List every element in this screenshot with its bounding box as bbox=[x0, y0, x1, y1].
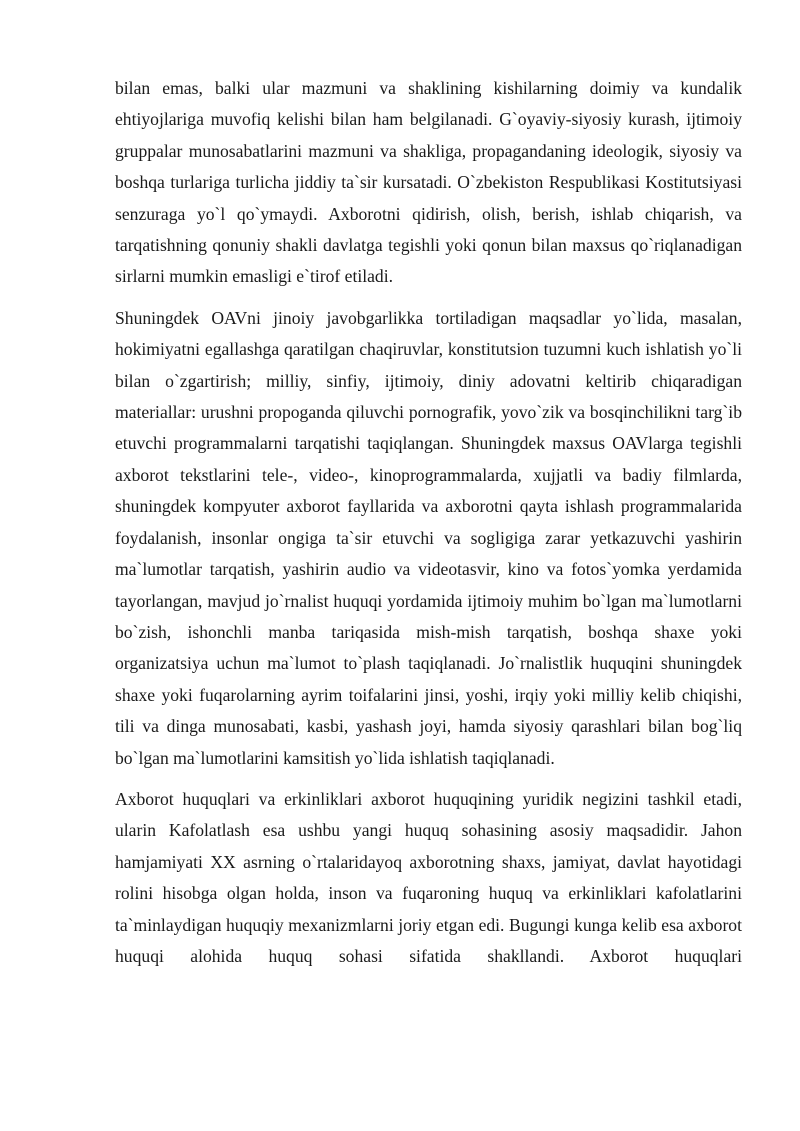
paragraph-3: Axborot huquqlari va erkinliklari axborot huquqining yuridik negizini tashkil etadi, ularin Kafolatlash esa ushbu yangi huquq sohasining asosiy maqsadidir. Jahon hamjamiyati XX asrning o`rtalaridayoq axborotning shaxs, jamiyat, davlat hayotidagi rolini hisobga olgan holda, inson va fuqaroning huquq va erkinliklari kafolatlarini ta`minlaydigan huquqiy mexanizmlarni joriy etgan edi. Bugungi kunga kelib esa axborot huquqi alohida huquq sohasi sifatida shakllandi. Axborot huquqlari bbox=[115, 788, 742, 966]
paragraph-2: Shuningdek OAVni jinoiy javobgarlikka tortiladigan maqsadlar yo`lida, masalan, hokimiyatni egallashga qaratilgan chaqiruvlar, konstitutsion tuzumni kuch ishlatish yo`li bilan o`zgartirish; milliy, sinfiy, ijtimoiy, diniy adovatni keltirib chiqaradigan materiallar: urushni propoganda qiluvchi pornografik, yovo`zik va bosqinchilikni targ`ib etuvchi programmalarni tarqatishi taqiqlangan. Shuningdek maxsus OAVlarga tegishli axborot tekstlarini tele-, video-, kinoprogrammalarda, xujjatli va badiy filmlarda, shuningdek kompyuter axborot fayllarida va axborotni qayta ishlash programmalarida foydalanish, insonlar ongiga ta`sir etuvchi va sogligiga zarar yetkazuvchi yashirin ma`lumotlar tarqatish, yashirin audio va videotasvir, kino va fotos`yomka yerdamida tayorlangan, mavjud jo`rnalist huquqi yordamida ijtimoiy muhim bo`lgan ma`lumotlarni bo`zish, ishonchli manba tariqasida mish-mish tarqatish, boshqa shaxe yoki organizatsiya uchun ma`lumot to`plash taqiqlanadi. Jo`rnalistlik huquqini shuningdek shaxe yoki fuqarolarning ayrim toifalarini jinsi, yoshi, irqiy yoki milliy kelib chiqishi, tili va dinga munosabati, kasbi, yashash joyi, hamda siyosiy qarashlari bilan bog`liq bo`lgan ma`lumotlarini kamsitish yo`lida ishlatish taqiqlanadi. bbox=[115, 307, 742, 768]
paragraph-1: bilan emas, balki ular mazmuni va shaklining kishilarning doimiy va kundalik ehtiyojlariga muvofiq kelishi bilan ham belgilanadi. G`oyaviy-siyosiy kurash, ijtimoiy gruppalar munosabatlarini mazmuni va shakliga, propagandaning ideologik, siyosiy va boshqa turlariga turlicha jiddiy ta`sir kursatadi. O`zbekiston Respublikasi Kostitutsiyasi senzuraga yo`l qo`ymaydi. Axborotni qidirish, olish, berish, ishlab chiqarish, va tarqatishning qonuniy shakli davlatga tegishli yoki qonun bilan maxsus qo`riqlanadigan sirlarni mumkin emasligi e`tirof etiladi. bbox=[115, 78, 742, 287]
document-page bbox=[115, 73, 742, 972]
